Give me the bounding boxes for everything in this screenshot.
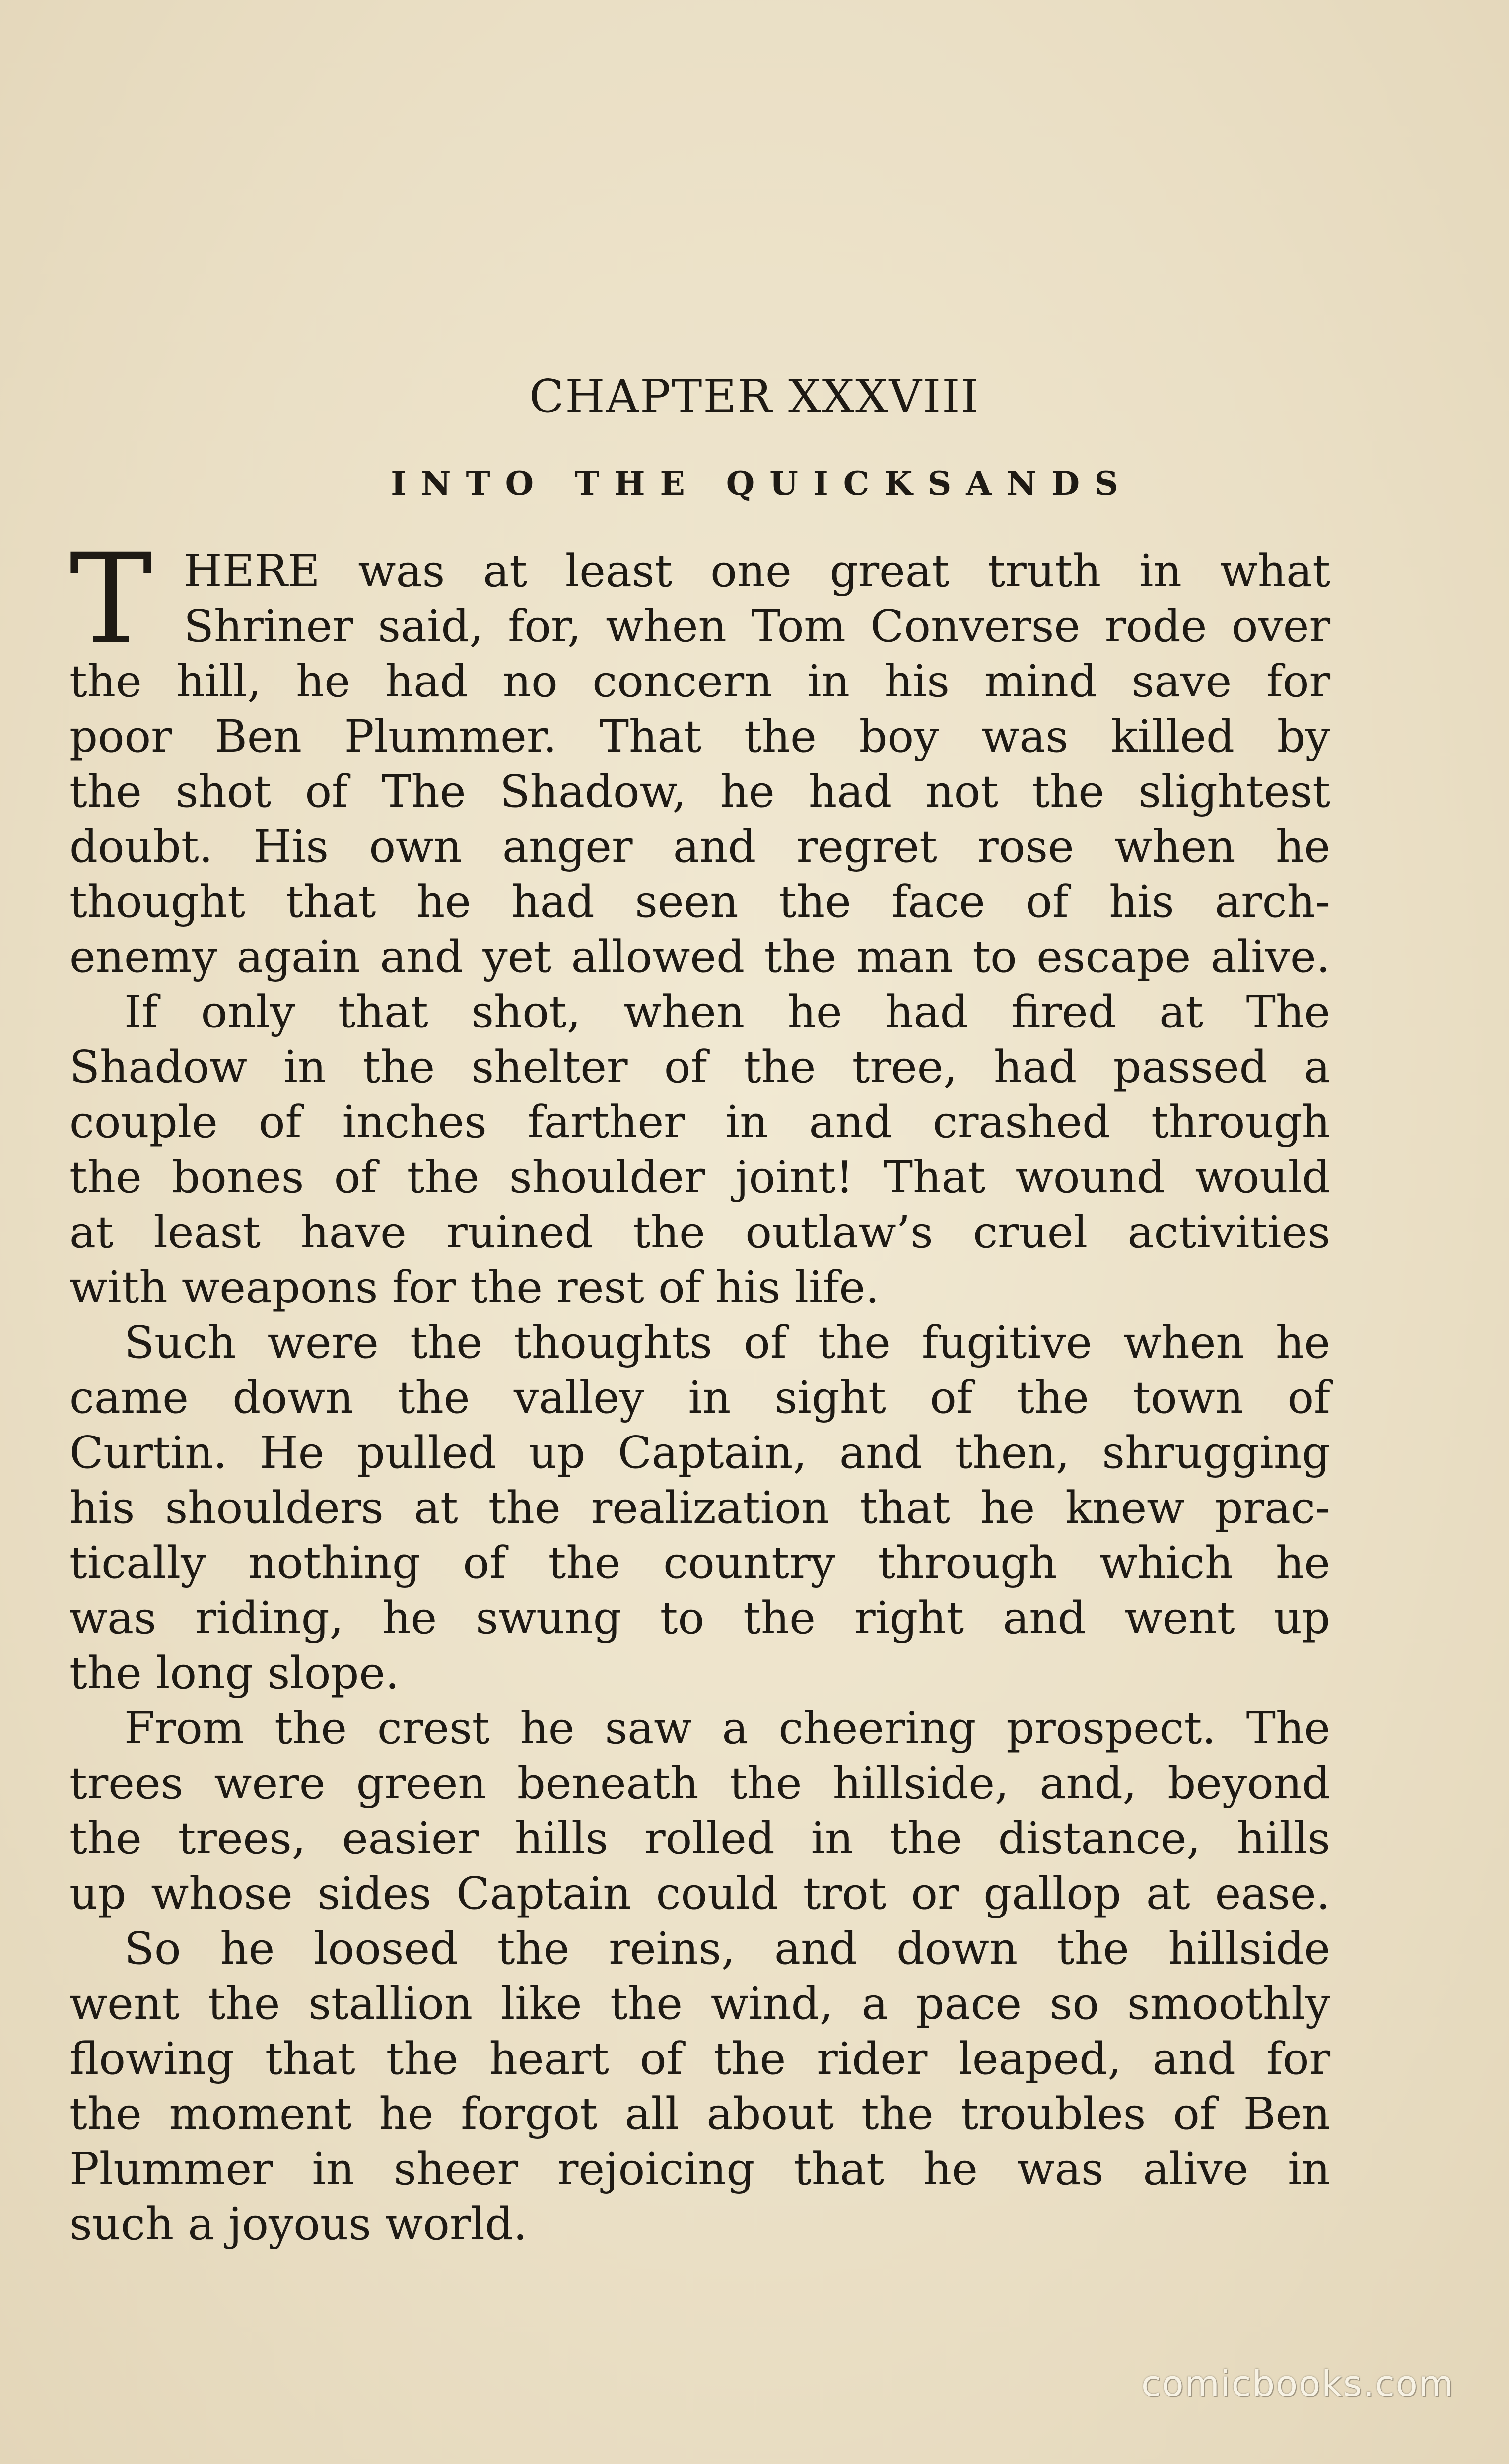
text-line: Shadow in the shelter of the tree, had passed a [69,1041,1330,1093]
text-line: went the stallion like the wind, a pace so smoothly [69,1978,1330,2029]
text-line: was riding, he swung to the right and went up [69,1592,1330,1643]
text-line: From the crest he saw a cheering prospect. The [124,1702,1330,1754]
chapter-subtitle: INTO THE QUICKSANDS [391,464,1133,503]
text-line: Curtin. He pulled up Captain, and then, shrugging [69,1427,1330,1478]
text-line: the trees, easier hills rolled in the distance, hills [69,1812,1330,1864]
text-line: poor Ben Plummer. That the boy was killed by [69,710,1330,762]
watermark: comicbooks.com [1141,2363,1454,2404]
text-line: such a joyous world. [69,2198,528,2250]
text-line: doubt. His own anger and regret rose when he [69,821,1330,872]
drop-cap: T [69,527,152,672]
text-line: the long slope. [69,1647,400,1699]
text-line: thought that he had seen the face of his arch- [69,876,1330,927]
text-line: came down the valley in sight of the town of [69,1371,1330,1423]
text-line: flowing that the heart of the rider leaped, and for [69,2033,1330,2084]
text-line: So he loosed the reins, and down the hillside [124,1922,1330,1974]
text-line: his shoulders at the realization that he knew prac- [69,1482,1330,1533]
text-line: Shriner said, for, when Tom Converse rode over [184,600,1330,652]
chapter-title: CHAPTER XXXVIII [529,370,980,423]
text-line: at least have ruined the outlaw’s cruel activities [69,1206,1330,1258]
text-line: with weapons for the rest of his life. [69,1261,880,1313]
text-line: tically nothing of the country through which he [69,1537,1330,1588]
text-line-content: HERE was at least one great truth in what [184,545,1330,597]
body-text [69,527,1330,2252]
text-line: If only that shot, when he had fired at The [124,986,1330,1037]
text-line: Such were the thoughts of the fugitive when he [124,1316,1330,1368]
text-line: enemy again and yet allowed the man to escape alive. [69,931,1330,982]
text-line: Plummer in sheer rejoicing that he was alive in [69,2143,1330,2194]
text-line: couple of inches farther in and crashed through [69,1096,1330,1148]
text-line: the bones of the shoulder joint! That wound would [69,1151,1330,1203]
text-line: the hill, he had no concern in his mind save for [69,655,1330,707]
text-line: trees were green beneath the hillside, and, beyond [69,1757,1330,1809]
text-line: the moment he forgot all about the troubles of Ben [69,2088,1330,2139]
text-line: up whose sides Captain could trot or gallop at ease. [69,1867,1330,1919]
text-line: the shot of The Shadow, he had not the slightest [69,765,1330,817]
